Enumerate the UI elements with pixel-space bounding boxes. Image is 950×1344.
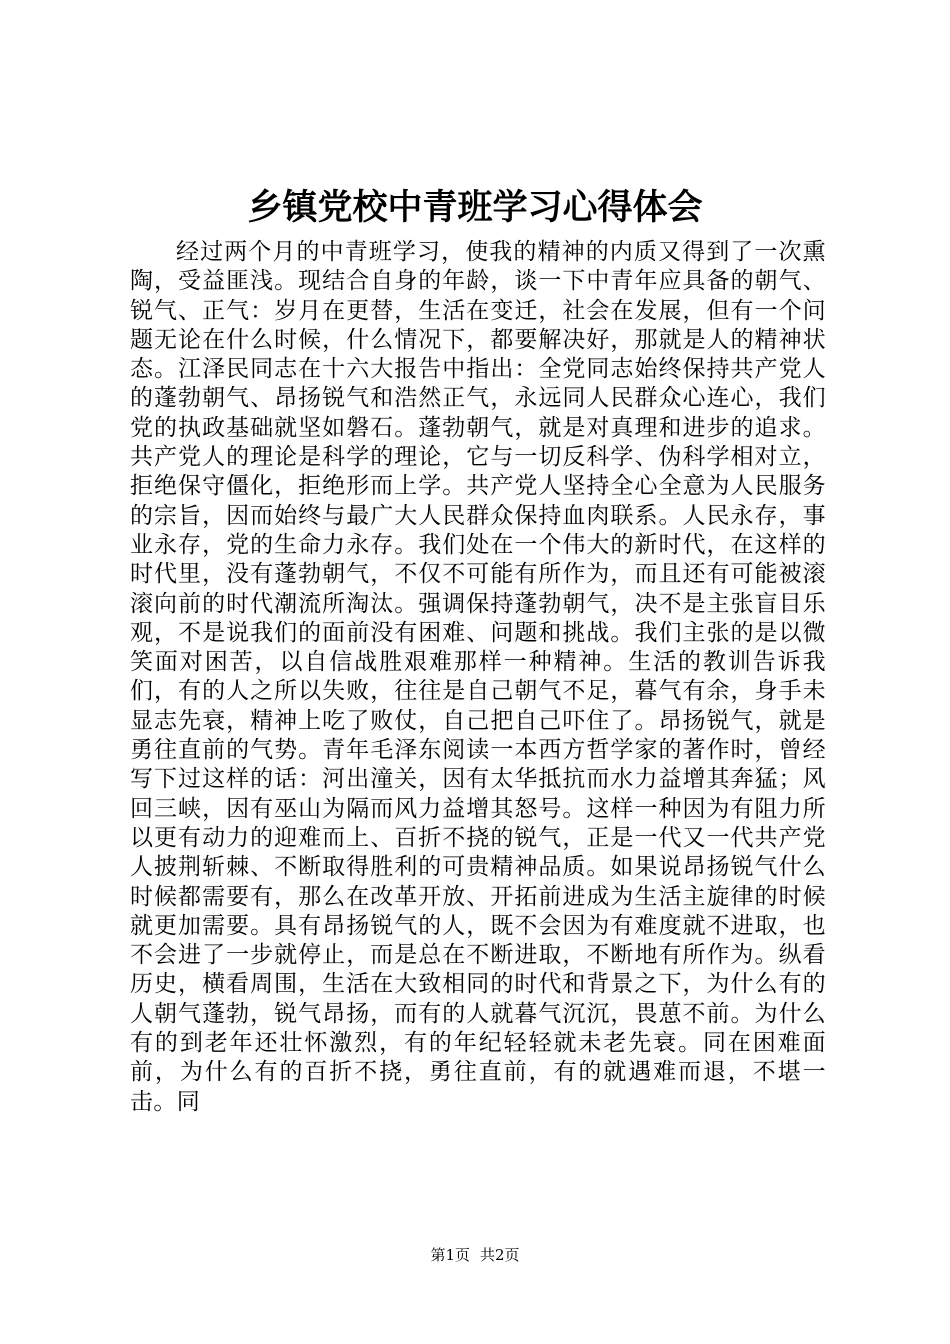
document-body-paragraph: 经过两个月的中青班学习，使我的精神的内质又得到了一次熏陶，受益匪浅。现结合自身的年龄，谈一下中青年应具备的朝气、锐气、正气：岁月在更替，生活在变迁，社会在发展，但有一个问题无论在什么时候，什么情况下，都要解决好，那就是人的精神状态。江泽民同志在十六大报告中指出：全党同志始终保持共产党人的蓬勃朝气、昂扬锐气和浩然正气，永远同人民群众心连心，我们党的执政基础就坚如磐石。蓬勃朝气，就是对真理和进步的追求。共产党人的理论是科学的理论，它与一切反科学、伪科学相对立，拒绝保守僵化，拒绝形而上学。共产党人坚持全心全意为人民服务的宗旨，因而始终与最广大人民群众保持血肉联系。人民永存，事业永存，党的生命力永存。我们处在一个伟大的新时代，在这样的时代里，没有蓬勃朝气，不仅不可能有所作为，而且还有可能被滚滚向前的时代潮流所淘汰。强调保持蓬勃朝气，决不是主张盲目乐观，不是说我们的面前没有困难、问题和挑战。我们主张的是以微笑面对困苦，以自信战胜艰难那样一种精神。生活的教训告诉我们，有的人之所以失败，往往是自己朝气不足，暮气有余，身手未显志先衰，精神上吃了败仗，自己把自己吓住了。昂扬锐气，就是勇往直前的气势。青年毛泽东阅读一本西方哲学家的著作时，曾经写下过这样的话：河出潼关，因有太华抵抗而水力益增其奔猛；风回三峡，因有巫山为隔而风力益增其怒号。这样一种因为有阻力所以更有动力的迎难而上、百折不挠的锐气，正是一代又一代共产党人披荆斩棘、不断取得胜利的可贵精神品质。如果说昂扬锐气什么时候都需要有，那么在改革开放、开拓前进成为生活主旋律的时候就更加需要。具有昂扬锐气的人，既不会因为有难度就不进取，也不会进了一步就停止，而是总在不断进取，不断地有所作为。纵看历史，横看周围，生活在大致相同的时代和背景之下，为什么有的人朝气蓬勃，锐气昂扬，而有的人就暮气沉沉，畏葸不前。为什么有的到老年还壮怀激烈，有的年纪轻轻就未老先衰。同在困难面前，为什么有的百折不挠，勇往直前，有的就遇难而退，不堪一击。同 — [130, 239, 826, 1115]
page-total: 共2页 — [480, 1246, 520, 1264]
page-number: 第1页 — [430, 1246, 470, 1264]
page-footer — [0, 1245, 950, 1265]
document-title: 乡镇党校中青班学习心得体会 — [247, 187, 703, 228]
